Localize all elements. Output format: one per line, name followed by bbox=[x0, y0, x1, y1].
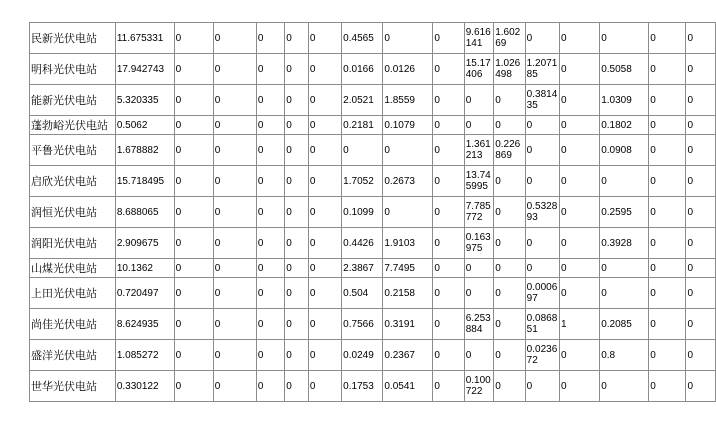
value-cell[interactable]: 0 bbox=[433, 166, 464, 197]
value-cell[interactable]: 0 bbox=[308, 85, 341, 116]
value-cell[interactable]: 0 bbox=[560, 278, 600, 309]
value-cell[interactable]: 0 bbox=[308, 135, 341, 166]
value-cell[interactable]: 0.163975 bbox=[464, 228, 494, 259]
table-row bbox=[30, 135, 716, 166]
value-cell[interactable]: 7.785772 bbox=[464, 197, 494, 228]
value-cell[interactable]: 0 bbox=[525, 135, 559, 166]
value-cell[interactable]: 0 bbox=[174, 309, 213, 340]
station-name-cell[interactable]: 民新光伏电站 bbox=[30, 23, 116, 54]
value-cell[interactable]: 0 bbox=[308, 166, 341, 197]
value-cell[interactable]: 0 bbox=[494, 116, 525, 135]
value-cell[interactable]: 0 bbox=[285, 197, 309, 228]
value-cell[interactable]: 0 bbox=[213, 371, 256, 402]
value-cell[interactable]: 0 bbox=[256, 197, 284, 228]
value-cell[interactable]: 11.675331 bbox=[115, 23, 174, 54]
value-cell[interactable]: 0 bbox=[649, 23, 686, 54]
value-cell[interactable]: 0 bbox=[649, 54, 686, 85]
value-cell[interactable]: 0 bbox=[525, 259, 559, 278]
table-row bbox=[30, 85, 716, 116]
value-cell[interactable]: 0 bbox=[308, 340, 341, 371]
value-cell[interactable]: 0 bbox=[649, 166, 686, 197]
value-cell[interactable]: 0 bbox=[174, 259, 213, 278]
value-cell[interactable]: 0 bbox=[494, 259, 525, 278]
value-cell[interactable]: 0 bbox=[494, 85, 525, 116]
station-name-cell[interactable]: 山煤光伏电站 bbox=[30, 259, 116, 278]
value-cell[interactable]: 0 bbox=[285, 23, 309, 54]
value-cell[interactable]: 0 bbox=[686, 54, 716, 85]
value-cell[interactable]: 0 bbox=[285, 371, 309, 402]
station-name-cell[interactable]: 润恒光伏电站 bbox=[30, 197, 116, 228]
table-row bbox=[30, 54, 716, 85]
value-cell[interactable]: 8.624935 bbox=[115, 309, 174, 340]
value-cell[interactable]: 0 bbox=[600, 166, 649, 197]
value-cell[interactable]: 0 bbox=[494, 309, 525, 340]
value-cell[interactable]: 0 bbox=[213, 278, 256, 309]
value-cell[interactable]: 0 bbox=[308, 54, 341, 85]
value-cell[interactable]: 0 bbox=[494, 340, 525, 371]
value-cell[interactable]: 1.0309 bbox=[600, 85, 649, 116]
table-row bbox=[30, 166, 716, 197]
value-cell[interactable]: 1.361213 bbox=[464, 135, 494, 166]
value-cell[interactable]: 0.0908 bbox=[600, 135, 649, 166]
value-cell[interactable]: 0 bbox=[256, 259, 284, 278]
station-name-cell[interactable]: 平鲁光伏电站 bbox=[30, 135, 116, 166]
value-cell[interactable]: 0 bbox=[560, 166, 600, 197]
value-cell[interactable]: 0 bbox=[174, 85, 213, 116]
value-cell[interactable]: 0 bbox=[686, 166, 716, 197]
station-name-cell[interactable]: 盛洋光伏电站 bbox=[30, 340, 116, 371]
table-row bbox=[30, 278, 716, 309]
value-cell[interactable]: 0 bbox=[174, 116, 213, 135]
value-cell[interactable]: 0 bbox=[433, 116, 464, 135]
station-name-cell[interactable]: 润阳光伏电站 bbox=[30, 228, 116, 259]
value-cell[interactable]: 0 bbox=[213, 197, 256, 228]
value-cell[interactable]: 0 bbox=[649, 278, 686, 309]
table-row bbox=[30, 228, 716, 259]
value-cell[interactable]: 0 bbox=[560, 228, 600, 259]
value-cell[interactable]: 0 bbox=[649, 116, 686, 135]
value-cell[interactable]: 0 bbox=[686, 259, 716, 278]
value-cell[interactable]: 0.100722 bbox=[464, 371, 494, 402]
value-cell[interactable]: 0 bbox=[256, 309, 284, 340]
value-cell[interactable]: 0 bbox=[308, 23, 341, 54]
value-cell[interactable]: 0 bbox=[174, 23, 213, 54]
value-cell[interactable]: 0.5058 bbox=[600, 54, 649, 85]
value-cell[interactable]: 0 bbox=[686, 197, 716, 228]
value-cell[interactable]: 1.7052 bbox=[342, 166, 383, 197]
value-cell[interactable]: 0 bbox=[560, 259, 600, 278]
value-cell[interactable]: 0 bbox=[308, 278, 341, 309]
value-cell[interactable]: 1.207185 bbox=[525, 54, 559, 85]
value-cell[interactable]: 0 bbox=[285, 278, 309, 309]
value-cell[interactable]: 0.2595 bbox=[600, 197, 649, 228]
value-cell[interactable]: 0 bbox=[308, 228, 341, 259]
value-cell[interactable]: 0.8 bbox=[600, 340, 649, 371]
value-cell[interactable]: 2.3867 bbox=[342, 259, 383, 278]
value-cell[interactable]: 0.0126 bbox=[383, 54, 433, 85]
value-cell[interactable]: 13.745995 bbox=[464, 166, 494, 197]
value-cell[interactable]: 0.000697 bbox=[525, 278, 559, 309]
value-cell[interactable]: 0 bbox=[464, 85, 494, 116]
value-cell[interactable]: 0.4426 bbox=[342, 228, 383, 259]
value-cell[interactable]: 0.720497 bbox=[115, 278, 174, 309]
value-cell[interactable]: 1.678882 bbox=[115, 135, 174, 166]
value-cell[interactable]: 0 bbox=[686, 309, 716, 340]
value-cell[interactable]: 0.1079 bbox=[383, 116, 433, 135]
value-cell[interactable]: 0 bbox=[649, 371, 686, 402]
value-cell[interactable]: 0 bbox=[174, 278, 213, 309]
value-cell[interactable]: 0.3191 bbox=[383, 309, 433, 340]
value-cell[interactable]: 0 bbox=[525, 371, 559, 402]
value-cell[interactable]: 0.532893 bbox=[525, 197, 559, 228]
value-cell[interactable]: 0.0541 bbox=[383, 371, 433, 402]
value-cell[interactable]: 0 bbox=[560, 135, 600, 166]
value-cell[interactable]: 0 bbox=[433, 278, 464, 309]
value-cell[interactable]: 0 bbox=[256, 228, 284, 259]
value-cell[interactable]: 0 bbox=[256, 23, 284, 54]
value-cell[interactable]: 0.1099 bbox=[342, 197, 383, 228]
value-cell[interactable]: 0 bbox=[433, 259, 464, 278]
station-name-cell[interactable]: 启欣光伏电站 bbox=[30, 166, 116, 197]
value-cell[interactable]: 0.7566 bbox=[342, 309, 383, 340]
value-cell[interactable]: 15.17406 bbox=[464, 54, 494, 85]
spreadsheet-table bbox=[29, 22, 716, 402]
value-cell[interactable]: 0 bbox=[383, 23, 433, 54]
value-cell[interactable]: 0 bbox=[174, 166, 213, 197]
value-cell[interactable]: 0 bbox=[174, 54, 213, 85]
value-cell[interactable]: 0 bbox=[433, 135, 464, 166]
value-cell[interactable]: 0.1753 bbox=[342, 371, 383, 402]
value-cell[interactable]: 0 bbox=[285, 259, 309, 278]
value-cell[interactable]: 0 bbox=[342, 135, 383, 166]
value-cell[interactable]: 0 bbox=[433, 340, 464, 371]
value-cell[interactable]: 0 bbox=[213, 228, 256, 259]
value-cell[interactable]: 0 bbox=[285, 340, 309, 371]
value-cell[interactable]: 0 bbox=[285, 166, 309, 197]
value-cell[interactable]: 17.942743 bbox=[115, 54, 174, 85]
value-cell[interactable]: 0 bbox=[256, 278, 284, 309]
value-cell[interactable]: 0 bbox=[494, 166, 525, 197]
value-cell[interactable]: 0 bbox=[560, 116, 600, 135]
value-cell[interactable]: 15.718495 bbox=[115, 166, 174, 197]
value-cell[interactable]: 0 bbox=[560, 85, 600, 116]
table-row bbox=[30, 197, 716, 228]
value-cell[interactable]: 1.085272 bbox=[115, 340, 174, 371]
value-cell[interactable]: 0 bbox=[433, 371, 464, 402]
value-cell[interactable]: 0 bbox=[560, 371, 600, 402]
value-cell[interactable]: 0 bbox=[308, 116, 341, 135]
value-cell[interactable]: 0.381435 bbox=[525, 85, 559, 116]
value-cell[interactable]: 0.0166 bbox=[342, 54, 383, 85]
value-cell[interactable]: 0 bbox=[256, 116, 284, 135]
value-cell[interactable]: 0 bbox=[285, 54, 309, 85]
value-cell[interactable]: 0.086851 bbox=[525, 309, 559, 340]
value-cell[interactable]: 0 bbox=[560, 23, 600, 54]
value-cell[interactable]: 0 bbox=[433, 228, 464, 259]
value-cell[interactable]: 0 bbox=[433, 54, 464, 85]
value-cell[interactable]: 9.616141 bbox=[464, 23, 494, 54]
value-cell[interactable]: 2.909675 bbox=[115, 228, 174, 259]
value-cell[interactable]: 0 bbox=[494, 278, 525, 309]
value-cell[interactable]: 0.1802 bbox=[600, 116, 649, 135]
value-cell[interactable]: 0 bbox=[433, 309, 464, 340]
value-cell[interactable]: 0 bbox=[285, 116, 309, 135]
value-cell[interactable]: 0 bbox=[494, 197, 525, 228]
value-cell[interactable]: 0 bbox=[433, 197, 464, 228]
value-cell[interactable]: 0.2181 bbox=[342, 116, 383, 135]
value-cell[interactable]: 0 bbox=[649, 259, 686, 278]
table-row bbox=[30, 340, 716, 371]
value-cell[interactable]: 0 bbox=[686, 23, 716, 54]
value-cell[interactable]: 0 bbox=[560, 197, 600, 228]
value-cell[interactable]: 0 bbox=[213, 23, 256, 54]
value-cell[interactable]: 0 bbox=[649, 135, 686, 166]
value-cell[interactable]: 0.2367 bbox=[383, 340, 433, 371]
value-cell[interactable]: 0 bbox=[464, 278, 494, 309]
value-cell[interactable]: 0 bbox=[433, 85, 464, 116]
value-cell[interactable]: 1.60269 bbox=[494, 23, 525, 54]
value-cell[interactable]: 0 bbox=[256, 85, 284, 116]
value-cell[interactable]: 0 bbox=[686, 116, 716, 135]
station-name-cell[interactable]: 能新光伏电站 bbox=[30, 85, 116, 116]
value-cell[interactable]: 0 bbox=[649, 340, 686, 371]
value-cell[interactable]: 0.2085 bbox=[600, 309, 649, 340]
station-name-cell[interactable]: 上田光伏电站 bbox=[30, 278, 116, 309]
value-cell[interactable]: 0.5062 bbox=[115, 116, 174, 135]
value-cell[interactable]: 0 bbox=[686, 278, 716, 309]
station-name-cell[interactable]: 世华光伏电站 bbox=[30, 371, 116, 402]
value-cell[interactable]: 0 bbox=[433, 23, 464, 54]
table-row bbox=[30, 23, 716, 54]
value-cell[interactable]: 0 bbox=[213, 166, 256, 197]
value-cell[interactable]: 10.1362 bbox=[115, 259, 174, 278]
value-cell[interactable]: 6.253884 bbox=[464, 309, 494, 340]
value-cell[interactable]: 0 bbox=[560, 54, 600, 85]
value-cell[interactable]: 0 bbox=[213, 340, 256, 371]
station-name-cell[interactable]: 蓬勃峪光伏电站 bbox=[30, 116, 116, 135]
value-cell[interactable]: 0 bbox=[174, 135, 213, 166]
value-cell[interactable]: 0 bbox=[560, 340, 600, 371]
value-cell[interactable]: 0 bbox=[174, 228, 213, 259]
value-cell[interactable]: 1.9103 bbox=[383, 228, 433, 259]
value-cell[interactable]: 0 bbox=[600, 259, 649, 278]
value-cell[interactable]: 0 bbox=[686, 85, 716, 116]
value-cell[interactable]: 0 bbox=[174, 371, 213, 402]
value-cell[interactable]: 0.330122 bbox=[115, 371, 174, 402]
value-cell[interactable]: 0 bbox=[256, 371, 284, 402]
value-cell[interactable]: 0 bbox=[600, 278, 649, 309]
value-cell[interactable]: 0 bbox=[256, 135, 284, 166]
value-cell[interactable]: 2.0521 bbox=[342, 85, 383, 116]
value-cell[interactable]: 0 bbox=[213, 85, 256, 116]
value-cell[interactable]: 0.2673 bbox=[383, 166, 433, 197]
value-cell[interactable]: 0 bbox=[308, 259, 341, 278]
value-cell[interactable]: 0.504 bbox=[342, 278, 383, 309]
value-cell[interactable]: 0 bbox=[308, 197, 341, 228]
value-cell[interactable]: 7.7495 bbox=[383, 259, 433, 278]
table-body bbox=[30, 23, 716, 402]
value-cell[interactable]: 0 bbox=[213, 54, 256, 85]
value-cell[interactable]: 0 bbox=[649, 309, 686, 340]
value-cell[interactable]: 1.026498 bbox=[494, 54, 525, 85]
value-cell[interactable]: 0 bbox=[213, 116, 256, 135]
value-cell[interactable]: 0.0249 bbox=[342, 340, 383, 371]
value-cell[interactable]: 0 bbox=[649, 228, 686, 259]
value-cell[interactable]: 0 bbox=[464, 340, 494, 371]
value-cell[interactable]: 0 bbox=[308, 371, 341, 402]
value-cell[interactable]: 0 bbox=[383, 135, 433, 166]
value-cell[interactable]: 0 bbox=[464, 116, 494, 135]
value-cell[interactable]: 0 bbox=[525, 166, 559, 197]
value-cell[interactable]: 0 bbox=[213, 259, 256, 278]
value-cell[interactable]: 0 bbox=[256, 54, 284, 85]
value-cell[interactable]: 0 bbox=[649, 85, 686, 116]
value-cell[interactable]: 0 bbox=[525, 116, 559, 135]
value-cell[interactable]: 1.8559 bbox=[383, 85, 433, 116]
value-cell[interactable]: 0 bbox=[686, 340, 716, 371]
value-cell[interactable]: 0 bbox=[525, 23, 559, 54]
value-cell[interactable]: 0 bbox=[308, 309, 341, 340]
value-cell[interactable]: 0 bbox=[285, 135, 309, 166]
value-cell[interactable]: 0 bbox=[686, 371, 716, 402]
value-cell[interactable]: 5.320335 bbox=[115, 85, 174, 116]
value-cell[interactable]: 0.3928 bbox=[600, 228, 649, 259]
value-cell[interactable]: 0 bbox=[494, 371, 525, 402]
value-cell[interactable]: 0 bbox=[174, 197, 213, 228]
station-name-cell[interactable]: 明科光伏电站 bbox=[30, 54, 116, 85]
table-row bbox=[30, 309, 716, 340]
value-cell[interactable]: 0 bbox=[213, 135, 256, 166]
table-row bbox=[30, 371, 716, 402]
value-cell[interactable]: 0 bbox=[285, 228, 309, 259]
value-cell[interactable]: 0 bbox=[256, 166, 284, 197]
value-cell[interactable]: 0.023672 bbox=[525, 340, 559, 371]
value-cell[interactable]: 0 bbox=[285, 309, 309, 340]
value-cell[interactable]: 0 bbox=[649, 197, 686, 228]
value-cell[interactable]: 0.226869 bbox=[494, 135, 525, 166]
value-cell[interactable]: 1 bbox=[560, 309, 600, 340]
value-cell[interactable]: 0 bbox=[686, 228, 716, 259]
value-cell[interactable]: 0 bbox=[383, 197, 433, 228]
value-cell[interactable]: 0 bbox=[285, 85, 309, 116]
value-cell[interactable]: 0 bbox=[494, 228, 525, 259]
value-cell[interactable]: 8.688065 bbox=[115, 197, 174, 228]
value-cell[interactable]: 0 bbox=[213, 309, 256, 340]
table-row bbox=[30, 259, 716, 278]
value-cell[interactable]: 0 bbox=[256, 340, 284, 371]
value-cell[interactable]: 0 bbox=[686, 135, 716, 166]
value-cell[interactable]: 0 bbox=[600, 23, 649, 54]
station-name-cell[interactable]: 尚佳光伏电站 bbox=[30, 309, 116, 340]
value-cell[interactable]: 0 bbox=[174, 340, 213, 371]
value-cell[interactable]: 0.4565 bbox=[342, 23, 383, 54]
value-cell[interactable]: 0 bbox=[600, 371, 649, 402]
value-cell[interactable]: 0 bbox=[464, 259, 494, 278]
value-cell[interactable]: 0.2158 bbox=[383, 278, 433, 309]
value-cell[interactable]: 0 bbox=[525, 228, 559, 259]
table-row bbox=[30, 116, 716, 135]
